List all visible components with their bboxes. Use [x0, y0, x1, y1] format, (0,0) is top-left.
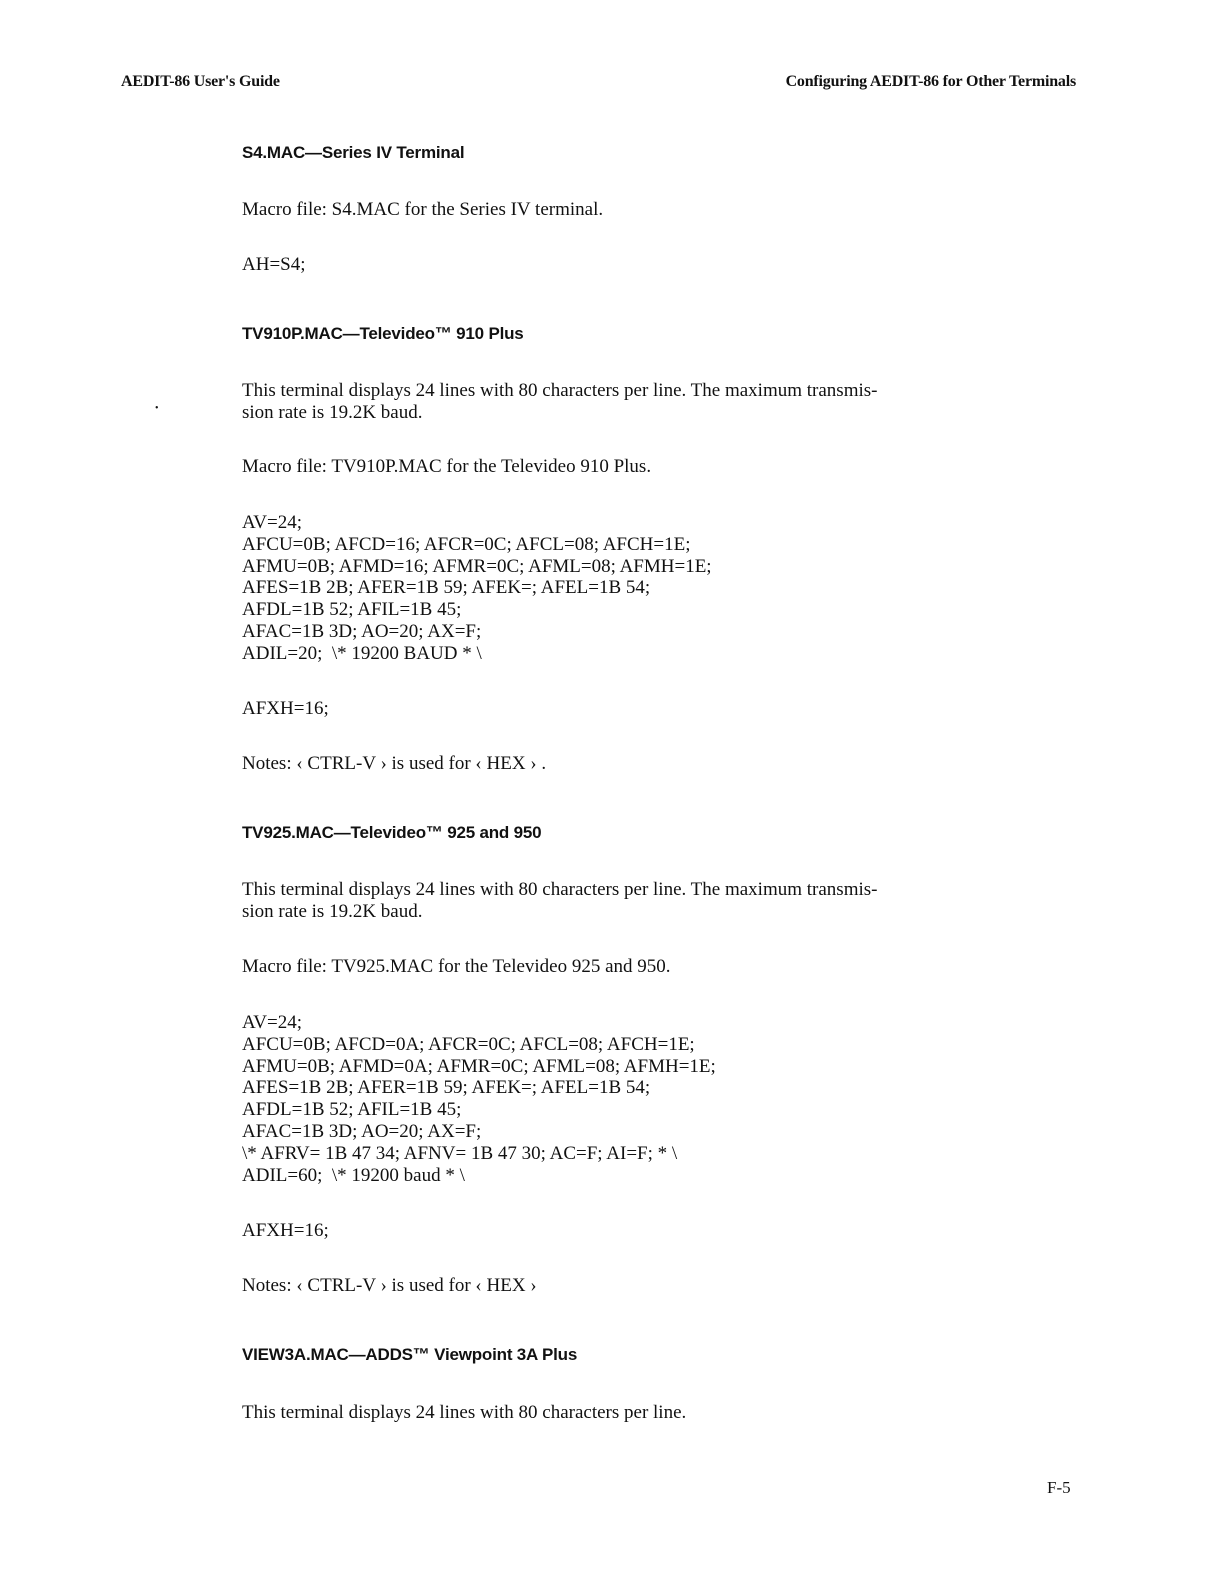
- code-line: AFDL=1B 52; AFIL=1B 45;: [242, 1099, 462, 1121]
- tv910p-desc-line-1: This terminal displays 24 lines with 80 characters per line. The maximum transmis-: [242, 380, 878, 401]
- page-number: F-5: [1047, 1478, 1071, 1497]
- tv925-notes: Notes: ‹ CTRL-V › is used for ‹ HEX ›: [242, 1275, 537, 1296]
- tv925-macro-line: Macro file: TV925.MAC for the Televideo 925 and 950.: [242, 956, 671, 977]
- running-head-right: Configuring AEDIT-86 for Other Terminals: [785, 73, 1076, 90]
- margin-dot: •: [155, 403, 159, 414]
- tv910p-notes: Notes: ‹ CTRL-V › is used for ‹ HEX › .: [242, 753, 547, 774]
- code-line: AFDL=1B 52; AFIL=1B 45;: [242, 599, 462, 621]
- tv925-desc-line-1: This terminal displays 24 lines with 80 characters per line. The maximum transmis-: [242, 879, 878, 900]
- running-head-left: AEDIT-86 User's Guide: [121, 73, 280, 90]
- tv910p-macro-line: Macro file: TV910P.MAC for the Televideo 910 Plus.: [242, 456, 652, 477]
- tv910p-code-block: [242, 512, 712, 665]
- tv925-code-block: [242, 1012, 716, 1186]
- code-line: AV=24;: [242, 512, 302, 533]
- section-heading-s4: S4.MAC—Series IV Terminal: [242, 143, 465, 162]
- tv925-afxh: AFXH=16;: [242, 1220, 329, 1241]
- code-line: AFAC=1B 3D; AO=20; AX=F;: [242, 1120, 482, 1142]
- section-heading-tv925: TV925.MAC—Televideo™ 925 and 950: [242, 823, 542, 842]
- code-line: AV=24;: [242, 1012, 302, 1033]
- code-line: AFAC=1B 3D; AO=20; AX=F;: [242, 620, 482, 642]
- section-heading-tv910p: TV910P.MAC—Televideo™ 910 Plus: [242, 324, 524, 343]
- section-heading-view3a: VIEW3A.MAC—ADDS™ Viewpoint 3A Plus: [242, 1345, 578, 1364]
- code-line: AFES=1B 2B; AFER=1B 59; AFEK=; AFEL=1B 54;: [242, 577, 651, 599]
- s4-code: AH=S4;: [242, 254, 306, 275]
- code-line: AFCU=0B; AFCD=16; AFCR=0C; AFCL=08; AFCH=1E;: [242, 533, 691, 555]
- tv910p-desc-line-2: sion rate is 19.2K baud.: [242, 401, 423, 423]
- code-line: ADIL=20; \* 19200 BAUD * \: [242, 642, 482, 664]
- code-line: AFMU=0B; AFMD=0A; AFMR=0C; AFML=08; AFMH=1E;: [242, 1055, 716, 1077]
- tv910p-afxh: AFXH=16;: [242, 698, 329, 719]
- tv925-description: [242, 879, 962, 922]
- view3a-description: This terminal displays 24 lines with 80 characters per line.: [242, 1402, 687, 1423]
- tv925-desc-line-2: sion rate is 19.2K baud.: [242, 900, 423, 922]
- tv910p-description: [242, 380, 962, 423]
- code-line: AFES=1B 2B; AFER=1B 59; AFEK=; AFEL=1B 54;: [242, 1077, 651, 1099]
- code-line: AFCU=0B; AFCD=0A; AFCR=0C; AFCL=08; AFCH=1E;: [242, 1033, 695, 1055]
- code-line: AFMU=0B; AFMD=16; AFMR=0C; AFML=08; AFMH=1E;: [242, 555, 712, 577]
- code-line: ADIL=60; \* 19200 baud * \: [242, 1164, 465, 1186]
- code-line: \* AFRV= 1B 47 34; AFNV= 1B 47 30; AC=F; AI=F; * \: [242, 1142, 678, 1164]
- s4-macro-line: Macro file: S4.MAC for the Series IV terminal.: [242, 199, 604, 220]
